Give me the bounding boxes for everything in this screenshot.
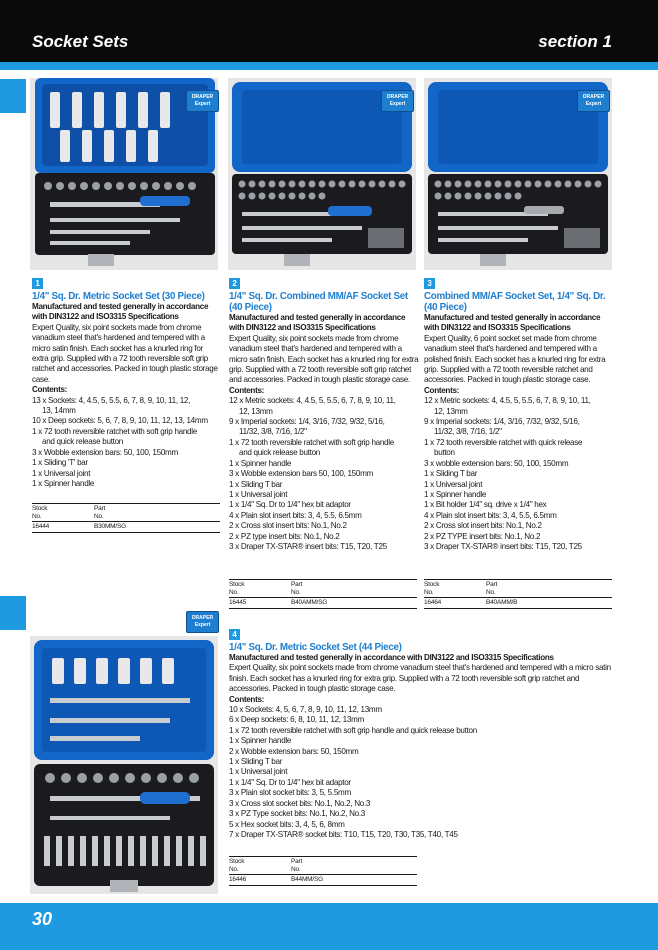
product-spec: Manufactured and tested generally in accordance with DIN3122 and ISO3315 Specifications (424, 313, 601, 333)
product-title: Combined MM/AF Socket Set, 1/4" Sq. Dr. (40 Piece) (424, 291, 606, 313)
contents-line: 1 x Universal joint (424, 479, 483, 489)
contents-line: 1 x Universal joint (229, 489, 288, 499)
part-number: B40AMM/B (486, 599, 518, 606)
product-description: Expert Quality, six point sockets made from chrome vanadium steel that's hardened and tempered with a micro satin finish. Each socket has a knurled ring for extra grip. Supplied with a 72 tooth reversible soft grip ratchet and accessories. Packed in tough plastic storage case. (229, 333, 419, 385)
contents-line: 13, 14mm (42, 406, 76, 416)
logo-text: DRAPER (191, 94, 214, 100)
part-header: Part (291, 581, 303, 588)
contents-line: 2 x Wobble extension bars: 50, 150mm (229, 746, 359, 756)
contents-line: 1 x Bit holder 1/4" sq. drive x 1/4" hex (424, 500, 547, 510)
stock-table-header (229, 856, 417, 875)
stock-number: 16444 (32, 523, 50, 530)
contents-line: and quick release button (42, 437, 123, 447)
contents-line: 2 x PZ type insert bits: No.1, No.2 (229, 531, 340, 541)
logo-text: DRAPER (386, 94, 409, 100)
stock-table-header (32, 503, 220, 522)
contents-line: and quick release button (239, 448, 320, 458)
side-tab (0, 79, 26, 113)
contents-line: 4 x Plain slot insert bits: 3, 4, 5.5, 6.5mm (229, 510, 362, 520)
contents-line: 10 x Deep sockets: 5, 6, 7, 8, 9, 10, 11, 12, 13, 14mm (32, 416, 208, 426)
section-label: section 1 (538, 32, 612, 51)
stock-header: No. (424, 588, 434, 596)
stock-table-2 (229, 579, 417, 609)
contents-line: 1 x Spinner handle (229, 736, 292, 746)
product-spec: Manufactured and tested generally in accordance with DIN3122 and ISO3315 Specifications (229, 653, 554, 662)
side-tab (0, 596, 26, 630)
stock-header: Stock (229, 858, 245, 865)
contents-line: 2 x PZ TYPE insert bits: No.1, No.2 (424, 531, 541, 541)
logo-subtext: Expert (585, 101, 602, 107)
contents-line: 6 x Deep sockets: 6, 8, 10, 11, 12, 13mm (229, 715, 364, 725)
table-row (229, 875, 417, 886)
contents-line: 1 x Spinner handle (424, 489, 487, 499)
part-header: No. (291, 865, 301, 873)
contents-line: 12, 13mm (239, 406, 273, 416)
product-2 (229, 278, 419, 552)
stock-number: 16445 (229, 599, 247, 606)
contents-line: 2 x Cross slot insert bits: No.1, No.2 (424, 521, 542, 531)
contents-line: 1 x 72 tooth reversible ratchet with soft grip handle (229, 437, 394, 447)
logo-text: DRAPER (191, 615, 214, 621)
product-description: Expert Quality, six point sockets made from chrome vanadium steel that's hardened and tempered with a micro satin finish. Each socket has a knurled ring for extra grip. Supplied with a 72 tooth reversible soft grip ratchet and accessories. Packed in tough plastic storage case. (32, 322, 218, 384)
stock-table-1 (32, 503, 220, 533)
stock-number: 16446 (229, 876, 247, 883)
stock-number: 16464 (424, 599, 442, 606)
contents-line: 9 x Imperial sockets: 1/4, 3/16, 7/32, 9/32, 5/16, (229, 417, 385, 427)
contents-line: 12 x Metric sockets: 4, 4.5, 5, 5.5, 6, 7, 8, 9, 10, 11, (229, 396, 396, 406)
contents-line: 3 x Draper TX-STAR® insert bits: T15, T20, T25 (424, 541, 582, 551)
table-row (229, 598, 417, 609)
product-1 (32, 278, 220, 489)
contents-line: 9 x Imperial sockets: 1/4, 3/16, 7/32, 9/32, 5/16, (424, 417, 580, 427)
contents-line: 1 x Sliding T bar (229, 479, 283, 489)
contents-line: 1 x 72 tooth reversible ratchet with soft grip handle (32, 426, 197, 436)
contents-line: 1 x Universal joint (32, 468, 91, 478)
contents-label: Contents: (424, 385, 460, 395)
part-header: Part (291, 858, 303, 865)
product-title: 1/4" Sq. Dr. Combined MM/AF Socket Set (40 Piece) (229, 291, 408, 313)
stock-table-header (424, 579, 612, 598)
contents-line: 1 x 72 tooth reversible ratchet with quick release (424, 437, 583, 447)
product-spec: Manufactured and tested generally in accordance with DIN3122 and ISO3315 Specifications (32, 302, 209, 322)
contents-line: 3 x Plain slot socket bits: 3, 5, 5.5mm (229, 788, 351, 798)
table-row (32, 522, 220, 533)
draper-logo (577, 90, 610, 112)
contents-line: 11/32, 3/8, 7/16, 1/2" (434, 427, 502, 437)
contents-line: 3 x Cross slot socket bits: No.1, No.2, No.3 (229, 798, 371, 808)
part-header: Part (94, 505, 106, 512)
contents-line: 5 x Hex socket bits: 3, 4, 5, 6, 8mm (229, 819, 345, 829)
page-number: 30 (32, 909, 53, 929)
product-spec: Manufactured and tested generally in accordance with DIN3122 and ISO3315 Specifications (229, 313, 406, 333)
logo-text: DRAPER (582, 94, 605, 100)
product-title: 1/4" Sq. Dr. Metric Socket Set (44 Piece) (229, 642, 402, 653)
stock-table-4 (229, 856, 417, 886)
contents-line: 12 x Metric sockets: 4, 4.5, 5, 5.5, 6, 7, 8, 9, 10, 11, (424, 396, 591, 406)
contents-line: 11/32, 3/8, 7/16, 1/2" (239, 427, 307, 437)
contents-line: 13 x Sockets: 4, 4.5, 5, 5.5, 6, 7, 8, 9, 10, 11, 12, (32, 395, 191, 405)
contents-line: 1 x 1/4" Sq. Dr to 1/4" hex bit adaptor (229, 777, 351, 787)
contents-line: 3 x Wobble extension bars 50, 100, 150mm (229, 469, 373, 479)
product-title: 1/4" Sq. Dr. Metric Socket Set (30 Piece) (32, 291, 205, 302)
contents-line: 10 x Sockets: 4, 5, 6, 7, 8, 9, 10, 11, 12, 13mm (229, 705, 382, 715)
stock-header: Stock (424, 581, 440, 588)
stock-header: Stock (32, 505, 48, 512)
draper-logo (186, 90, 219, 112)
contents-line: 1 x 1/4" Sq. Dr to 1/4" hex bit adaptor (229, 500, 351, 510)
contents-line: 3 x Draper TX-STAR® insert bits: T15, T20, T25 (229, 541, 387, 551)
contents-line: 1 x Spinner handle (32, 478, 95, 488)
part-header: No. (94, 512, 104, 520)
page-title: Socket Sets (32, 32, 129, 51)
stock-header: Stock (229, 581, 245, 588)
contents-line: 3 x wobble extension bars: 50, 100, 150mm (424, 458, 569, 468)
product-number: 1 (32, 278, 43, 289)
product-number: 2 (229, 278, 240, 289)
stock-header: No. (32, 512, 42, 520)
contents-label: Contents: (32, 385, 68, 395)
contents-line: 1 x Universal joint (229, 767, 288, 777)
part-number: B30MM/SG (94, 523, 126, 530)
contents-line: 1 x Sliding T bar (229, 757, 283, 767)
contents-label: Contents: (229, 694, 265, 704)
draper-logo (381, 90, 414, 112)
part-header: No. (486, 588, 496, 596)
logo-subtext: Expert (194, 101, 211, 107)
part-header: Part (486, 581, 498, 588)
page-footer (0, 903, 658, 950)
contents-line: 4 x Plain slot insert bits: 3, 4, 5.5, 6.5mm (424, 510, 557, 520)
part-header: No. (291, 588, 301, 596)
contents-line: 1 x 72 tooth reversible ratchet with soft grip handle and quick release button (229, 725, 477, 735)
product-number: 3 (424, 278, 435, 289)
logo-subtext: Expert (194, 622, 211, 628)
product-4 (229, 629, 613, 840)
contents-line: 3 x PZ Type socket bits: No.1, No.2, No.3 (229, 809, 366, 819)
contents-label: Contents: (229, 385, 265, 395)
product-description: Expert Quality, six point sockets made from chrome vanadium steel that's hardened and tempered with a micro satin finish. Each socket has a knurled ring for extra grip. Supplied with a 72 tooth reversible soft grip ratchet and accessories. Packed in tough plastic storage case. (229, 663, 611, 694)
contents-line: 3 x Wobble extension bars: 50, 100, 150mm (32, 447, 178, 457)
part-number: B40AMM/SG (291, 599, 328, 606)
stock-header: No. (229, 865, 239, 873)
stock-table-header (229, 579, 417, 598)
contents-line: 1 x Spinner handle (229, 458, 292, 468)
table-row (424, 598, 612, 609)
part-number: B44MM/SG (291, 876, 323, 883)
product-number: 4 (229, 629, 240, 640)
logo-subtext: Expert (389, 101, 406, 107)
contents-line: 1 x Sliding T bar (424, 469, 478, 479)
contents-line: 2 x Cross slot insert bits: No.1, No.2 (229, 521, 347, 531)
contents-line: 7 x Draper TX-STAR® socket bits: T10, T15, T20, T30, T35, T40, T45 (229, 829, 458, 839)
contents-line: 12, 13mm (434, 406, 468, 416)
header-stripe (0, 62, 658, 70)
product-3 (424, 278, 616, 552)
stock-table-3 (424, 579, 612, 609)
product-photo-4 (30, 636, 218, 894)
product-description: Expert Quality, 6 point socket set made from chrome vanadium steel that's hardened and tempered with a polished finish. Each socket has a knurled ring for extra grip. Supplied with a 72 tooth reversible ratchet and accessories. Packed in tough plastic storage case. (424, 333, 606, 385)
draper-logo (186, 611, 219, 633)
contents-line: button (434, 448, 455, 458)
page-header (0, 0, 658, 62)
stock-header: No. (229, 588, 239, 596)
contents-line: 1 x Sliding 'T' bar (32, 458, 88, 468)
